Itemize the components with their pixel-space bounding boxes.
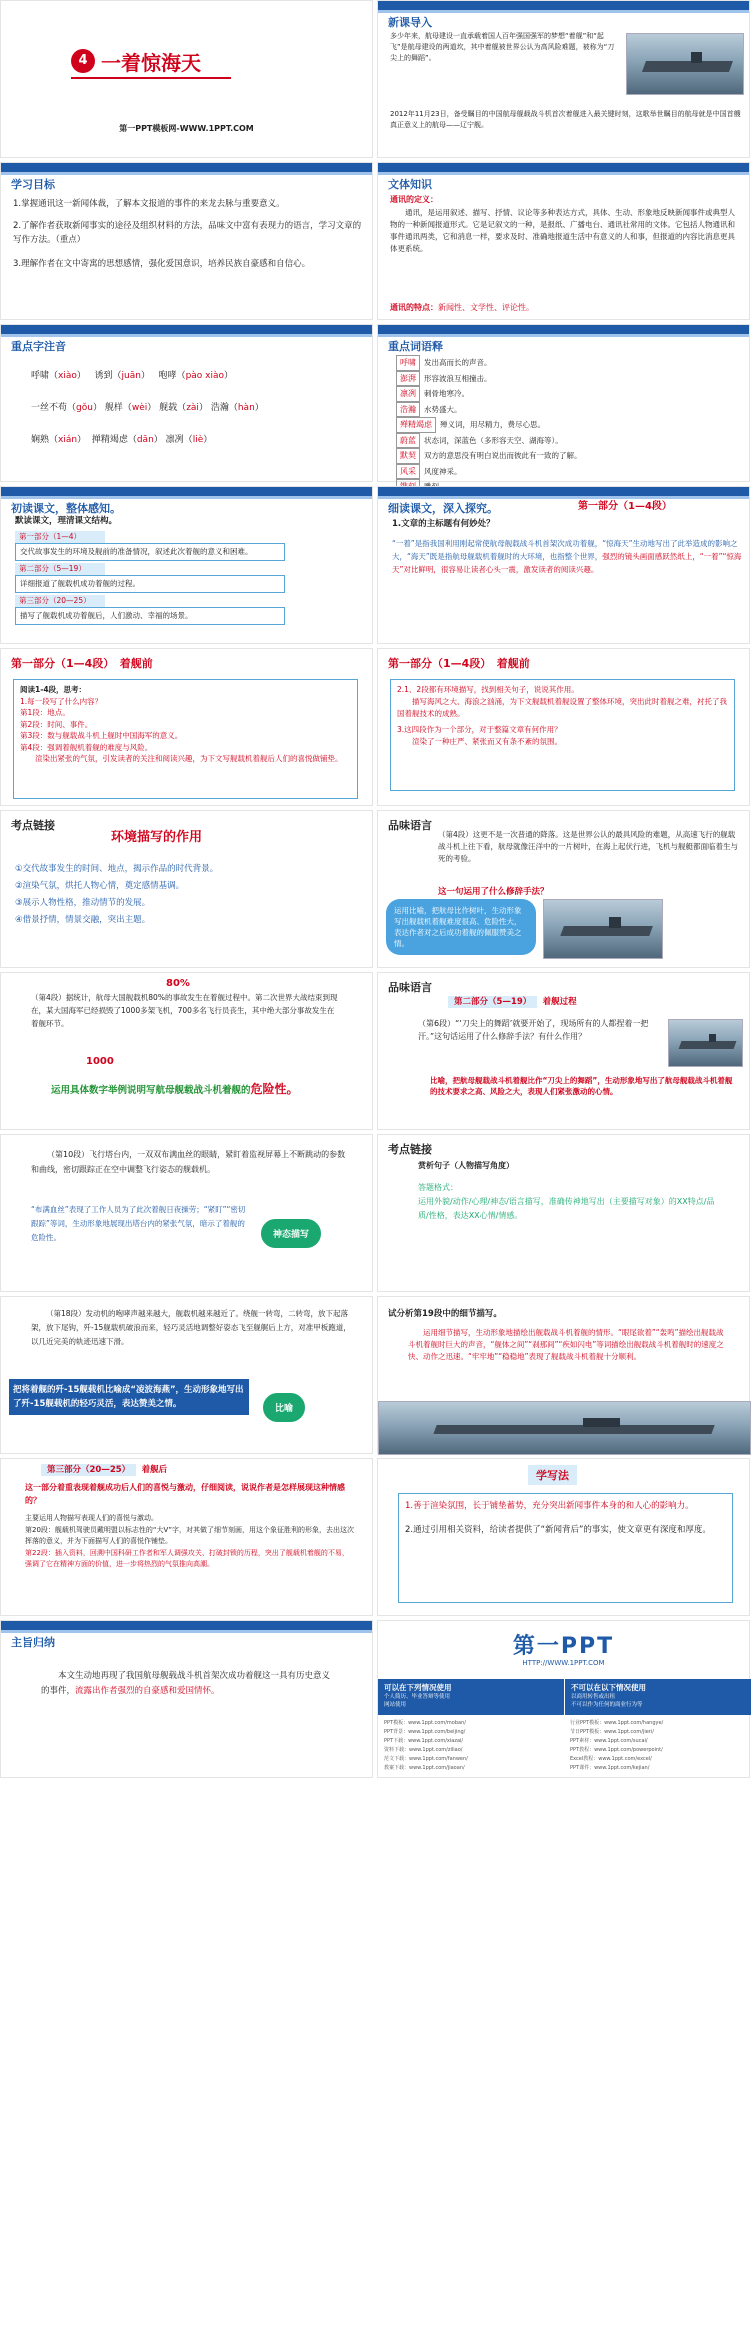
pronunciation-row: 呼啸（xiào） 诱到（juān） 咆哮（pào xiào） xyxy=(31,371,234,381)
section-subtitle: 赏析句子（人物描写角度） xyxy=(418,1161,514,1170)
highlight-number: 1000 xyxy=(86,1056,114,1067)
slide-part1-a xyxy=(0,648,373,806)
section-title: 文体知识 xyxy=(388,178,432,191)
title-footer: 第一PPT模板网-WWW.1PPT.COM xyxy=(119,124,254,133)
brand-logo: 第一PPT xyxy=(512,1634,615,1659)
slide-theme xyxy=(0,1620,373,1778)
brand-url: HTTP://WWW.1PPT.COM xyxy=(522,1659,605,1667)
resource-link[interactable]: 节日PPT模板：www.1ppt.com/jieri/ xyxy=(570,1729,654,1735)
slide-deep-read xyxy=(377,486,750,644)
section-subtitle: 默读课文，理清课文结构。 xyxy=(15,516,118,526)
answer-format: 答题格式： 运用外貌/动作/心理/神态/语言描写，准确传神地写出（主要描写对象）的XX特点/品质/性格，表达XX心情/情感。 xyxy=(418,1183,715,1220)
vocab-item: 凛冽 刺骨地寒冷。 xyxy=(396,386,736,402)
slide-topbar xyxy=(378,1,749,10)
highlight-percent: 80% xyxy=(166,978,190,989)
links-left xyxy=(384,1719,564,1773)
part-heading: 第一部分（1—4段） 着舰前 xyxy=(388,657,530,670)
question: 1.文章的主标题有何妙处？ xyxy=(392,519,495,529)
reading-task-box: 阅读1-4段，思考： 1.每一段写了什么内容？ 第1段：地点。 第2段：时间、事件。 第3段：数与舰载战斗机上舰时中国海军的意义。 第4段：强调着舰机着舰的难度与风险。 渲染出紧张的气氛，引发读者的关注和阅读兴趣，为下文写舰载机着舰后人们的喜悦做铺垫。 xyxy=(13,679,358,799)
analysis: 运用具体数字举例说明写航母舰载战斗机着舰的危险性。 xyxy=(51,1082,299,1096)
analysis: 运用细节描写，生动形象地描绘出舰载战斗机着舰的情形。“眼尾欲着”“轰鸣”描绘出舰载战斗机着舰时巨大的声音，“舰体之间”“刹那间”“疾如闪电”等词描绘出舰载战斗机着舰时的速度之快、动作之迅速。“牢牢地”“稳稳地”表现了舰载战斗机着舰十分顺利。 xyxy=(408,1328,724,1361)
slide-part1-b xyxy=(377,648,750,806)
vocab-item: 风采 风度神采。 xyxy=(396,464,736,480)
resource-link[interactable]: Excel教程：www.1ppt.com/excel/ xyxy=(570,1756,652,1762)
answer: 比喻，把航母舰载战斗机着舰比作“刀尖上的舞蹈”，生动形象地写出了航母舰载战斗机着舰的技术要求之高、风险之大，表现人们紧张激动的心情。 xyxy=(428,1073,738,1099)
slide-title xyxy=(0,0,373,158)
slide-intro xyxy=(377,0,750,158)
section-title: 品味语言 xyxy=(388,981,432,994)
section-title: 试分析第19段中的细节描写。 xyxy=(388,1309,502,1319)
answer-bubble: 运用比喻，把航母比作树叶，生动形象写出舰载机着舰难度很高、危险性大，表达作者对之后成功着舰的佩服赞美之情。 xyxy=(386,899,536,955)
carrier-deck-photo xyxy=(378,1401,751,1455)
slide-topbar xyxy=(378,163,749,172)
slide-detail xyxy=(377,1296,750,1454)
slide-statistics xyxy=(0,972,373,1130)
quoted-paragraph: （第10段）飞行塔台内，一双双布满血丝的眼睛，紧盯着监视屏幕上不断跳动的参数和曲线，密切跟踪正在空中调整飞行姿态的舰载机。 xyxy=(31,1150,346,1174)
vocab-item: 澎湃 形容波浪互相撞击。 xyxy=(396,371,736,387)
structure-list: 第一部分（1—4） 交代故事发生的环境及舰前的准备情况，叙述此次着舰的意义和困难。 第二部分（5—19） 详细报道了舰载机成功着舰的过程。 第三部分（20—25） 描写了舰载机成功着舰后，人们激动、幸福的场景。 xyxy=(15,531,285,625)
slide-language-2 xyxy=(377,972,750,1130)
section-title: 学写法 xyxy=(528,1465,577,1485)
question: （第6段）“‘刀尖上的舞蹈’就要开始了，现场所有的人都捏着一把汗。”这句话运用了什么修辞手法？有什么作用？ xyxy=(418,1019,649,1041)
slide-metaphor xyxy=(0,1296,373,1454)
objective-3: 3.理解作者在文中寄寓的思想感情，强化爱国意识，培养民族自豪感和自信心。 xyxy=(13,259,311,269)
aircraft-carrier-photo xyxy=(543,899,663,959)
vocab-item: 默契 双方的意思没有明白说出而彼此有一致的了解。 xyxy=(396,448,736,464)
section-title: 品味语言 xyxy=(388,819,432,832)
intro-paragraph-1: 多少年来，航母建设一直承载着国人百年强国强军的梦想“着舰”和“起飞”是航母建设的两道坎，其中着舰被世界公认为高风险难题，被称为“刀尖上的舞蹈”。 xyxy=(390,32,615,62)
links-right xyxy=(570,1719,750,1773)
genre-definition: 通讯，是运用叙述、描写、抒情、议论等多种表达方式，具体、生动、形象地反映新闻事件或典型人物的一种新闻报道形式。它是记叙文的一种，是报纸、广播电台、通讯社常用的文体。它包括人物通讯和事件通讯两类，它和消息一样，要求及时、准确地报道生活中有意义的人和事，但报道的内容比消息更具体更系统。 xyxy=(390,208,735,253)
lesson-number-badge: 4 xyxy=(71,49,95,73)
logo-area xyxy=(378,1621,749,1677)
answer: 主要运用人物描写表现人们的喜悦与激动。 第20段：舰载机驾驶员戴明盟以标志性的“大V”字，对其做了细节刻画，用这个象征胜利的形象，去出这次挥落的意义，并为下面描写人们的喜悦作铺垫。 第22段：插入资料，回溯中国科研工作者和军人调强攻关、打破封锁的历程，突出了舰载机着舰的不易，强调了它在精神方面的价值，进一步将热烈的气氛推向高潮。 xyxy=(25,1514,354,1568)
section-title: 主旨归纳 xyxy=(11,1636,55,1649)
resource-link[interactable]: PPT教程：www.1ppt.com/powerpoint/ xyxy=(570,1747,663,1753)
slide-vocabulary xyxy=(377,324,750,482)
analysis: “布满血丝”表现了工作人员为了此次着舰日夜操劳；“紧盯”“密切跟踪”等词，生动形象地展现出塔台内的紧张气氛，暗示了着舰的危险性。 xyxy=(31,1205,246,1242)
slide-env-description xyxy=(0,810,373,968)
technique-cloud: 比喻 xyxy=(263,1393,305,1422)
slide-expression xyxy=(0,1134,373,1292)
vocabulary-list xyxy=(396,355,736,495)
slide-sentence-analysis xyxy=(377,1134,750,1292)
slide-topbar xyxy=(1,325,372,334)
usage-forbidden: 不可以在以下情况使用 以商用转售或出租 不可以作为任何的商业行为等 xyxy=(565,1679,751,1715)
vocab-item: 蔚蓝 状态词，深蓝色（多形容天空、湖海等）。 xyxy=(396,433,736,449)
question: 这一部分着重表现着舰成功后人们的喜悦与激动，仔细阅读，说说作者是怎样展现这种情感的？ xyxy=(25,1483,345,1505)
section-title: 初读课文，整体感知。 xyxy=(11,502,121,515)
usage-allowed: 可以在下列情况使用 个人简历、毕业答辩等使用 网站使用 xyxy=(378,1679,564,1715)
resource-link[interactable]: 范文下载：www.1ppt.com/fanwen/ xyxy=(384,1756,468,1762)
section-title: 重点词语释 xyxy=(388,340,443,353)
resource-link[interactable]: PPT课件：www.1ppt.com/kejian/ xyxy=(570,1765,650,1771)
part-heading: 第三部分（20—25） 着舰后 xyxy=(41,1463,167,1477)
analysis: 把将着舰的歼-15舰载机比喻成“凌波海燕”，生动形象地写出了歼-15舰载机的轻巧灵活，表达赞美之情。 xyxy=(9,1379,249,1415)
slide-objectives xyxy=(0,162,373,320)
slide-topbar xyxy=(1,163,372,172)
resource-link[interactable]: PPT模板：www.1ppt.com/moban/ xyxy=(384,1720,466,1726)
fighter-photo xyxy=(668,1019,743,1067)
slide-topbar xyxy=(1,1621,372,1630)
slide-topbar xyxy=(378,325,749,334)
pronunciation-row: 娴熟（xián） 掸精竭虑（dān） 凛冽（liè） xyxy=(31,435,213,445)
genre-definition-label: 通讯的定义： xyxy=(390,195,438,204)
technique-cloud: 神态描写 xyxy=(261,1219,321,1248)
slide-language-1 xyxy=(377,810,750,968)
section-title: 新课导入 xyxy=(388,16,432,29)
resource-link[interactable]: PPT素材：www.1ppt.com/sucai/ xyxy=(570,1738,648,1744)
objective-1: 1.掌握通讯这一新闻体裁，了解本文报道的事件的来龙去脉与重要意义。 xyxy=(13,199,285,209)
intro-paragraph-2: 2012年11月23日，备受瞩目的中国航母舰载战斗机首次着舰进入最关键时刻，这歌举世瞩目的航母就是中国首艘真正意义上的航母——辽宁舰。 xyxy=(390,110,741,129)
resource-link[interactable]: 行业PPT模板：www.1ppt.com/hangye/ xyxy=(570,1720,664,1726)
question: 这一句运用了什么修辞手法？ xyxy=(438,887,549,897)
vocab-item: 殚精竭虑 殚义词，用尽精力，费尽心思。 xyxy=(396,417,736,433)
lesson-title: 一着惊海天 xyxy=(101,51,201,75)
slide-part3 xyxy=(0,1458,373,1616)
question-box: 2.1、2段都有环境描写，找到相关句子，说说其作用。 描写海风之大、海浪之汹涌，为下文舰载机着舰设置了整体环境，突出此时着舰之难，衬托了我国着舰技术的成熟。 3.这四段作为一个部分，对于整篇文章有何作用？ 渲染了一种庄严、紧张而又有条不紊的氛围。 xyxy=(390,679,735,791)
answer: “一着”是指我国利用刚起常使航母舰载战斗机首架次成功着舰，“惊海天”生动地写出了此举造成的影响之大，“海天”既是指航母舰载机着舰时的大环境，也指整个世界，强烈的镜头画面感跃然纸上，“一着”“惊海天”对比鲜明，很容易让读者心头一震，激发读者的阅读兴趣。 xyxy=(392,539,742,574)
part-heading: 第二部分（5—19） 着舰过程 xyxy=(448,995,577,1009)
part-heading: 第一部分（1—4段） 着舰前 xyxy=(11,657,153,670)
methods-box: 1.善于渲染氛围，长于铺垫蓄势，充分突出新闻事件本身的和人心的影响力。 2.通过引用相关资料，给读者提供了“新闻背后”的事实，使文章更有深度和厚度。 xyxy=(398,1493,733,1603)
section-title: 考点链接 xyxy=(11,819,55,832)
slide-structure xyxy=(0,486,373,644)
section-title: 学习目标 xyxy=(11,178,55,191)
resource-link[interactable]: 资料下载：www.1ppt.com/ziliao/ xyxy=(384,1747,463,1753)
statistics-paragraph: （第4段）据统计，航母大国舰载机80%的事故发生在着舰过程中。第二次世界大战结束到现在，某大国海军已经损毁了1000多架飞机，700多名飞行员丧生，其中绝大部分事故发生在着舰环节。 xyxy=(31,993,338,1028)
vocab-item: 浩瀚 水势盛大。 xyxy=(396,402,736,418)
title-underline xyxy=(71,77,231,79)
resource-link[interactable]: 教案下载：www.1ppt.com/jiaoan/ xyxy=(384,1765,465,1771)
effects-list: ①交代故事发生的时间、地点，揭示作品的时代背景。 ②渲染气氛，烘托人物心情，奠定感情基调。 ③展示人物性格，推动情节的发展。 ④借景抒情，情景交融，突出主题。 xyxy=(15,864,219,925)
theme-summary: 本文生动地再现了我国航母舰载战斗机首架次成功着舰这一具有历史意义的事件，流露出作者强烈的自豪感和爱国情怀。 xyxy=(41,1671,331,1696)
slide-topbar xyxy=(1,487,372,496)
vocab-item: 呼啸 发出高而长的声音。 xyxy=(396,355,736,371)
quoted-paragraph: （第4段）这更不是一次普通的降落。这是世界公认的最具风险的难题，从高速飞行的舰载战斗机上往下看，航母就像汪洋中的一片树叶，在海上起伏行进，飞机与舰艇都面临着生与死的考验。 xyxy=(438,830,738,863)
pronunciation-row: 一丝不苟（gǒu） 舰样（wèi） 舰载（zài） 浩瀚（hàn） xyxy=(31,403,264,413)
aircraft-carrier-photo xyxy=(626,33,744,95)
quoted-paragraph: （第18段）发动机的咆哮声越来越大，舰载机越来越近了。绕舰一转弯，二转弯，放下起落架，放下尾钩，歼-15舰载机破浪而来，轻巧灵活地调整好姿态飞至舰艉后上方，对准甲板跑道，以几近完美的轨迹迅速下滑。 xyxy=(31,1309,351,1346)
slide-topbar xyxy=(378,487,749,496)
section-title: 考点链接 xyxy=(388,1143,432,1156)
slide-writing-method xyxy=(377,1458,750,1616)
slide-genre xyxy=(377,162,750,320)
slide-pronunciation xyxy=(0,324,373,482)
section-title: 细读课文，深入探究。 xyxy=(388,502,498,515)
part-label: 第一部分（1—4段） xyxy=(578,501,672,512)
objective-2: 2.了解作者获取新闻事实的途径及组织材料的方法，品味文中富有表现力的语言，学习文章的写作方法。（重点） xyxy=(13,221,362,245)
resource-link[interactable]: PPT下载：www.1ppt.com/xiazai/ xyxy=(384,1738,464,1744)
section-title: 重点字注音 xyxy=(11,340,66,353)
slide-copyright xyxy=(377,1620,750,1778)
genre-features: 通讯的特点：新闻性、文学性、评论性。 xyxy=(390,303,534,312)
resource-link[interactable]: PPT背景：www.1ppt.com/beijing/ xyxy=(384,1729,466,1735)
section-subtitle: 环境描写的作用 xyxy=(111,830,203,845)
